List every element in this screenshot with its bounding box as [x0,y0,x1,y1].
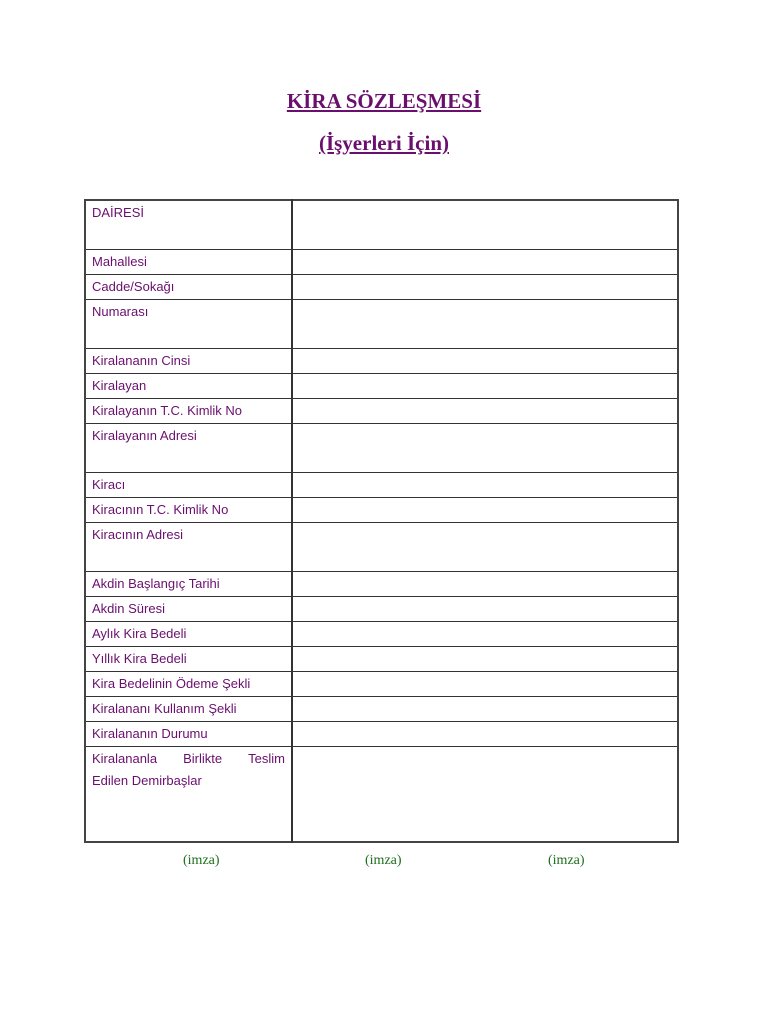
form-row-label: Kiralananın Cinsi [85,349,292,374]
label-line-2: Edilen Demirbaşlar [92,773,202,788]
form-row-label: Kiracı [85,473,292,498]
form-row [85,747,678,843]
form-row [85,697,678,722]
form-body [85,200,678,842]
document-subtitle: (İşyerleri İçin) [318,131,450,155]
form-row-label: Aylık Kira Bedeli [85,622,292,647]
form-row-value[interactable] [292,250,678,275]
label-word: Kiralananla [92,751,158,766]
form-row-value[interactable] [292,572,678,597]
form-row [85,722,678,747]
form-row-value[interactable] [292,374,678,399]
form-row-label: Kiralayanın Adresi [85,424,292,473]
form-row-value[interactable] [292,200,678,250]
form-row-label: Akdin Başlangıç Tarihi [85,572,292,597]
form-row-value[interactable] [292,399,678,424]
form-row-label: Cadde/Sokağı [85,275,292,300]
form-row-value[interactable] [292,300,678,349]
form-row-value[interactable] [292,697,678,722]
form-row-label: Kiralayan [85,374,292,399]
form-row [85,275,678,300]
form-row-value[interactable] [292,672,678,697]
form-row-value[interactable] [292,349,678,374]
form-row-label: Mahallesi [85,250,292,275]
form-row-value[interactable] [292,622,678,647]
form-row [85,572,678,597]
form-row-label: Kiralananın Durumu [85,722,292,747]
form-row [85,374,678,399]
form-row [85,424,678,473]
form-row [85,597,678,622]
form-row [85,300,678,349]
form-row-label: Kiralayanın T.C. Kimlik No [85,399,292,424]
form-row [85,672,678,697]
form-row [85,523,678,572]
form-row-value[interactable] [292,498,678,523]
form-row-value[interactable] [292,424,678,473]
form-row [85,622,678,647]
form-row-value[interactable] [292,473,678,498]
form-row-label: Kiracının T.C. Kimlik No [85,498,292,523]
document-title: KİRA SÖZLEŞMESİ [286,89,482,113]
signature-landlord: (imza) [183,853,220,868]
form-row-label: Kiralananı Kullanım Şekli [85,697,292,722]
form-row [85,498,678,523]
form-row [85,250,678,275]
form-row-label: Yıllık Kira Bedeli [85,647,292,672]
form-row [85,349,678,374]
signature-tenant: (imza) [365,853,402,868]
label-word: Teslim [248,751,285,766]
form-row-value[interactable] [292,747,678,843]
form-row [85,473,678,498]
contract-form-table [84,199,679,843]
form-row-label: Kiracının Adresi [85,523,292,572]
form-row-label: Kira Bedelinin Ödeme Şekli [85,672,292,697]
form-row-label: Numarası [85,300,292,349]
form-row-value[interactable] [292,597,678,622]
form-row-value[interactable] [292,647,678,672]
form-row-value[interactable] [292,523,678,572]
form-row [85,647,678,672]
form-row-label: Akdin Süresi [85,597,292,622]
form-row-label [85,747,292,843]
signature-guarantor: (imza) [548,853,585,868]
label-word: Birlikte [183,751,223,766]
form-row [85,200,678,250]
label-line-1 [92,751,285,767]
form-row-label: DAİRESİ [85,200,292,250]
form-row-value[interactable] [292,722,678,747]
form-row [85,399,678,424]
form-row-value[interactable] [292,275,678,300]
